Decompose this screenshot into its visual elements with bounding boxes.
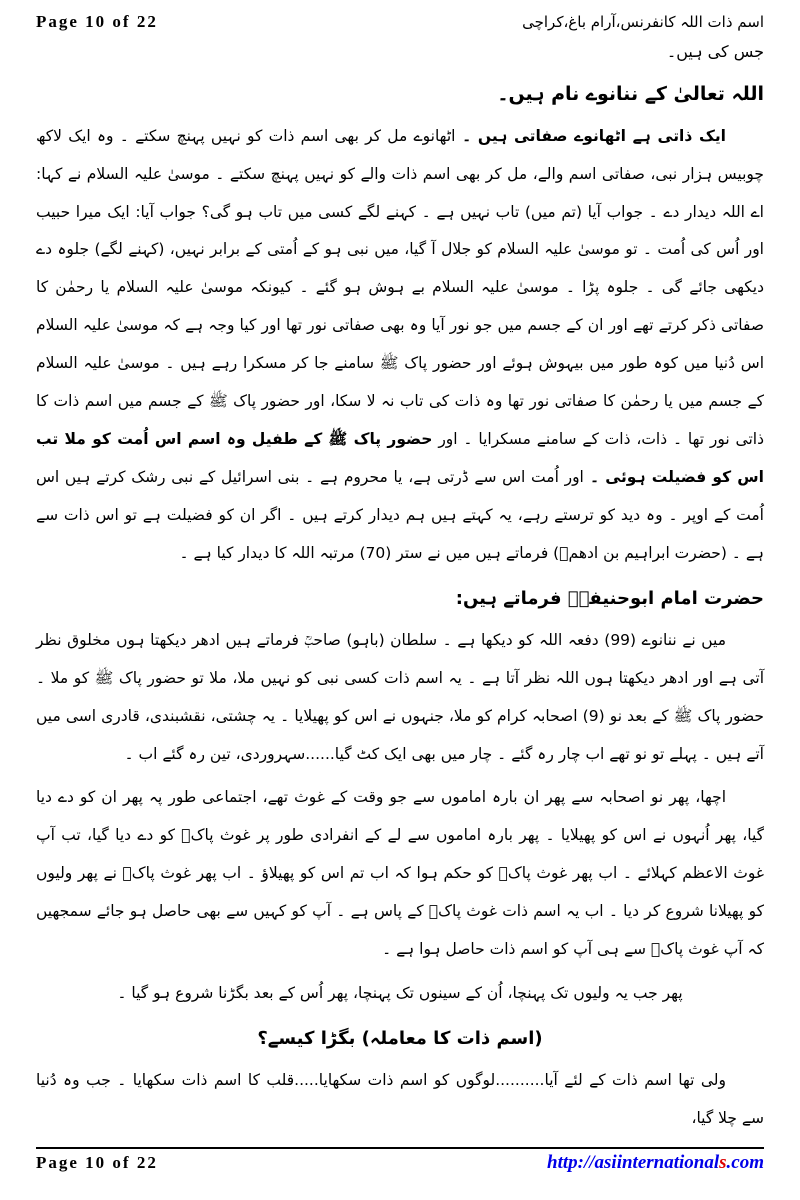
paragraph-1-bold-mid: حضور پاک ﷺ کے طفیل وہ اسم اس اُمت کو ملا تب اس کو فضیلت ہوئی ۔ <box>36 430 764 487</box>
paragraph-5: ولی تھا اسم ذات کے لئے آیا..........لوگوں کو اسم ذات سکھایا.....قلب کا اسم ذات سکھایا ۔ جب وہ دُنیا سے چلا گیا، <box>36 1070 764 1127</box>
paragraph-1 <box>36 118 764 574</box>
footer-url-prefix: http://asiinternational <box>547 1152 720 1173</box>
footer-url-suffix: .com <box>726 1152 764 1173</box>
paragraph-3: اچھا، پھر نو اصحابہ سے پھر ان بارہ اماموں سے جو وقت کے غوث تھے، اجتماعی طور پہ پھر ان کو دے دیا گیا، پھر اُنہوں نے اس کو پھیلایا ۔ پھر بارہ اماموں سے لے کے انفرادی طور پر غوث پاکؒ کو دے دیا گیا، تب آپ غوث الاعظم کہلائے ۔ اب پھر غوث پاکؒ کو حکم ہوا کہ اب تم اس کو پھیلاؤ ۔ اب پھر غوث پاکؒ نے پھر ولیوں کو پھیلانا شروع کر دیا ۔ اب یہ اسم ذات غوث پاکؒ کے پاس ہے ۔ آپ کو کہیں سے بھی حاصل ہو جائے سمجھیں کہ آپ غوث پاکؒ سے ہی آپ کو اسم ذات حاصل ہوا ہے ۔ <box>36 788 764 959</box>
footer-website-link[interactable] <box>547 1152 764 1174</box>
heading-ninety-nine-names: اللہ تعالیٰ کے ننانوے نام ہیں۔ <box>497 83 764 106</box>
footer-url-red-letter: s <box>719 1152 727 1173</box>
paragraph-1-text-b: اور اُمت اس سے ڈرتی ہے، یا محروم ہے ۔ بنی اسرائیل کے نبی رشک کرتے ہیں اس اُمت کے اوپر ۔ وہ دید کو ترستے رہے، یہ کہتے ہیں ہم دیدار کرتے ہیں ۔ اگر ان کو فضیلت ہے تو اس ذات سے ہے ۔ (حضرت ابراہیم بن ادھمؒ) فرماتے ہیں میں نے ستر (70) مرتبہ اللہ کا دیدار کیا ہے ۔ <box>36 468 764 563</box>
paragraph-1-bold-lead: ایک ذاتی ہے اٹھانوے صفاتی ہیں ۔ <box>455 126 726 145</box>
page-footer <box>36 1147 764 1174</box>
document-body <box>36 37 764 1138</box>
paragraph-1-text-a: اٹھانوے مل کر بھی اسم ذات کو نہیں پہنچ سکتے ۔ وہ ایک لاکھ چوبیس ہزار نبی، صفاتی اسم والے، مل کر بھی اسم ذات والے کو نہیں پہنچ سکتے ۔ موسیٰ علیہ السلام نے کہا: اے اللہ دیدار دے ۔ جواب آیا (تم میں) تاب نہیں ہے ۔ کہنے لگے کسی میں تاب ہو گی؟ جواب آیا: ایک میرا حبیب اور اُس کی اُمت ۔ تو موسیٰ علیہ السلام کو جلال آ گیا، میں نبی ہو کے اُمتی کے برابر نہیں، (کہنے لگے) جلوہ دے دیکھی جائے گی ۔ جلوہ پڑا ۔ موسیٰ علیہ السلام بے ہوش ہو گئے ۔ کیونکہ موسیٰ علیہ السلام یا رحمٰن کا صفاتی ذکر کرتے تھے اور ان کے جسم میں جو نور آیا وہ بھی صفاتی نور تھا اور کیا وجہ ہے کہ موسیٰ علیہ السلام اس دُنیا میں کوہ طور میں بیہوش ہوئے اور حضور پاک ﷺ سامنے جا کر مسکرا رہے ہیں ۔ موسیٰ علیہ السلام کے جسم میں یا رحمٰن کا صفاتی نور تھا وہ ذات کی تاب نہ لا سکا، اور حضور پاک ﷺ کے جسم میں اسم ذات کا ذاتی نور تھا ۔ ذات، ذات کے سامنے مسکرایا ۔ اور <box>36 126 764 449</box>
continuation-line: جس کی ہیں۔ <box>666 42 764 61</box>
header-title-urdu: اسم ذات اللہ کانفرنس،آرام باغ،کراچی <box>522 13 764 31</box>
heading-imam-abu-hanifa: حضرت امام ابوحنیفہؒ فرماتے ہیں: <box>455 588 764 610</box>
footer-page-number: Page 10 of 22 <box>36 1153 158 1172</box>
page-header <box>36 12 764 33</box>
heading-how-it-deteriorated: (اسم ذات کا معاملہ) بگڑا کیسے؟ <box>257 1028 543 1050</box>
header-page-number: Page 10 of 22 <box>36 12 158 31</box>
paragraph-4: پھر جب یہ ولیوں تک پہنچا، اُن کے سینوں تک پہنچا، پھر اُس کے بعد بگڑنا شروع ہو گیا ۔ <box>117 984 683 1003</box>
paragraph-2: میں نے ننانوے (99) دفعہ اللہ کو دیکھا ہے ۔ سلطان (باہو) صاحبؒ فرماتے ہیں ادھر دیکھتا ہوں مخلوق نظر آتی ہے اور ادھر دیکھتا ہوں اللہ نظر آتا ہے ۔ یہ اسم ذات کسی نبی کو نہیں ملا، ملا تو حضور پاک ﷺ کو ملا ۔ حضور پاک ﷺ کے بعد نو (9) اصحابہ کرام کو ملا، جنہوں نے اس کو پھیلایا ۔ یہ چشتی، نقشبندی، قادری اسی میں آتے ہیں ۔ پہلے تو نو تھے اب چار رہ گئے ۔ چار میں بھی ایک کٹ گیا......سہروردی، تین رہ گئے اب ۔ <box>36 630 765 763</box>
